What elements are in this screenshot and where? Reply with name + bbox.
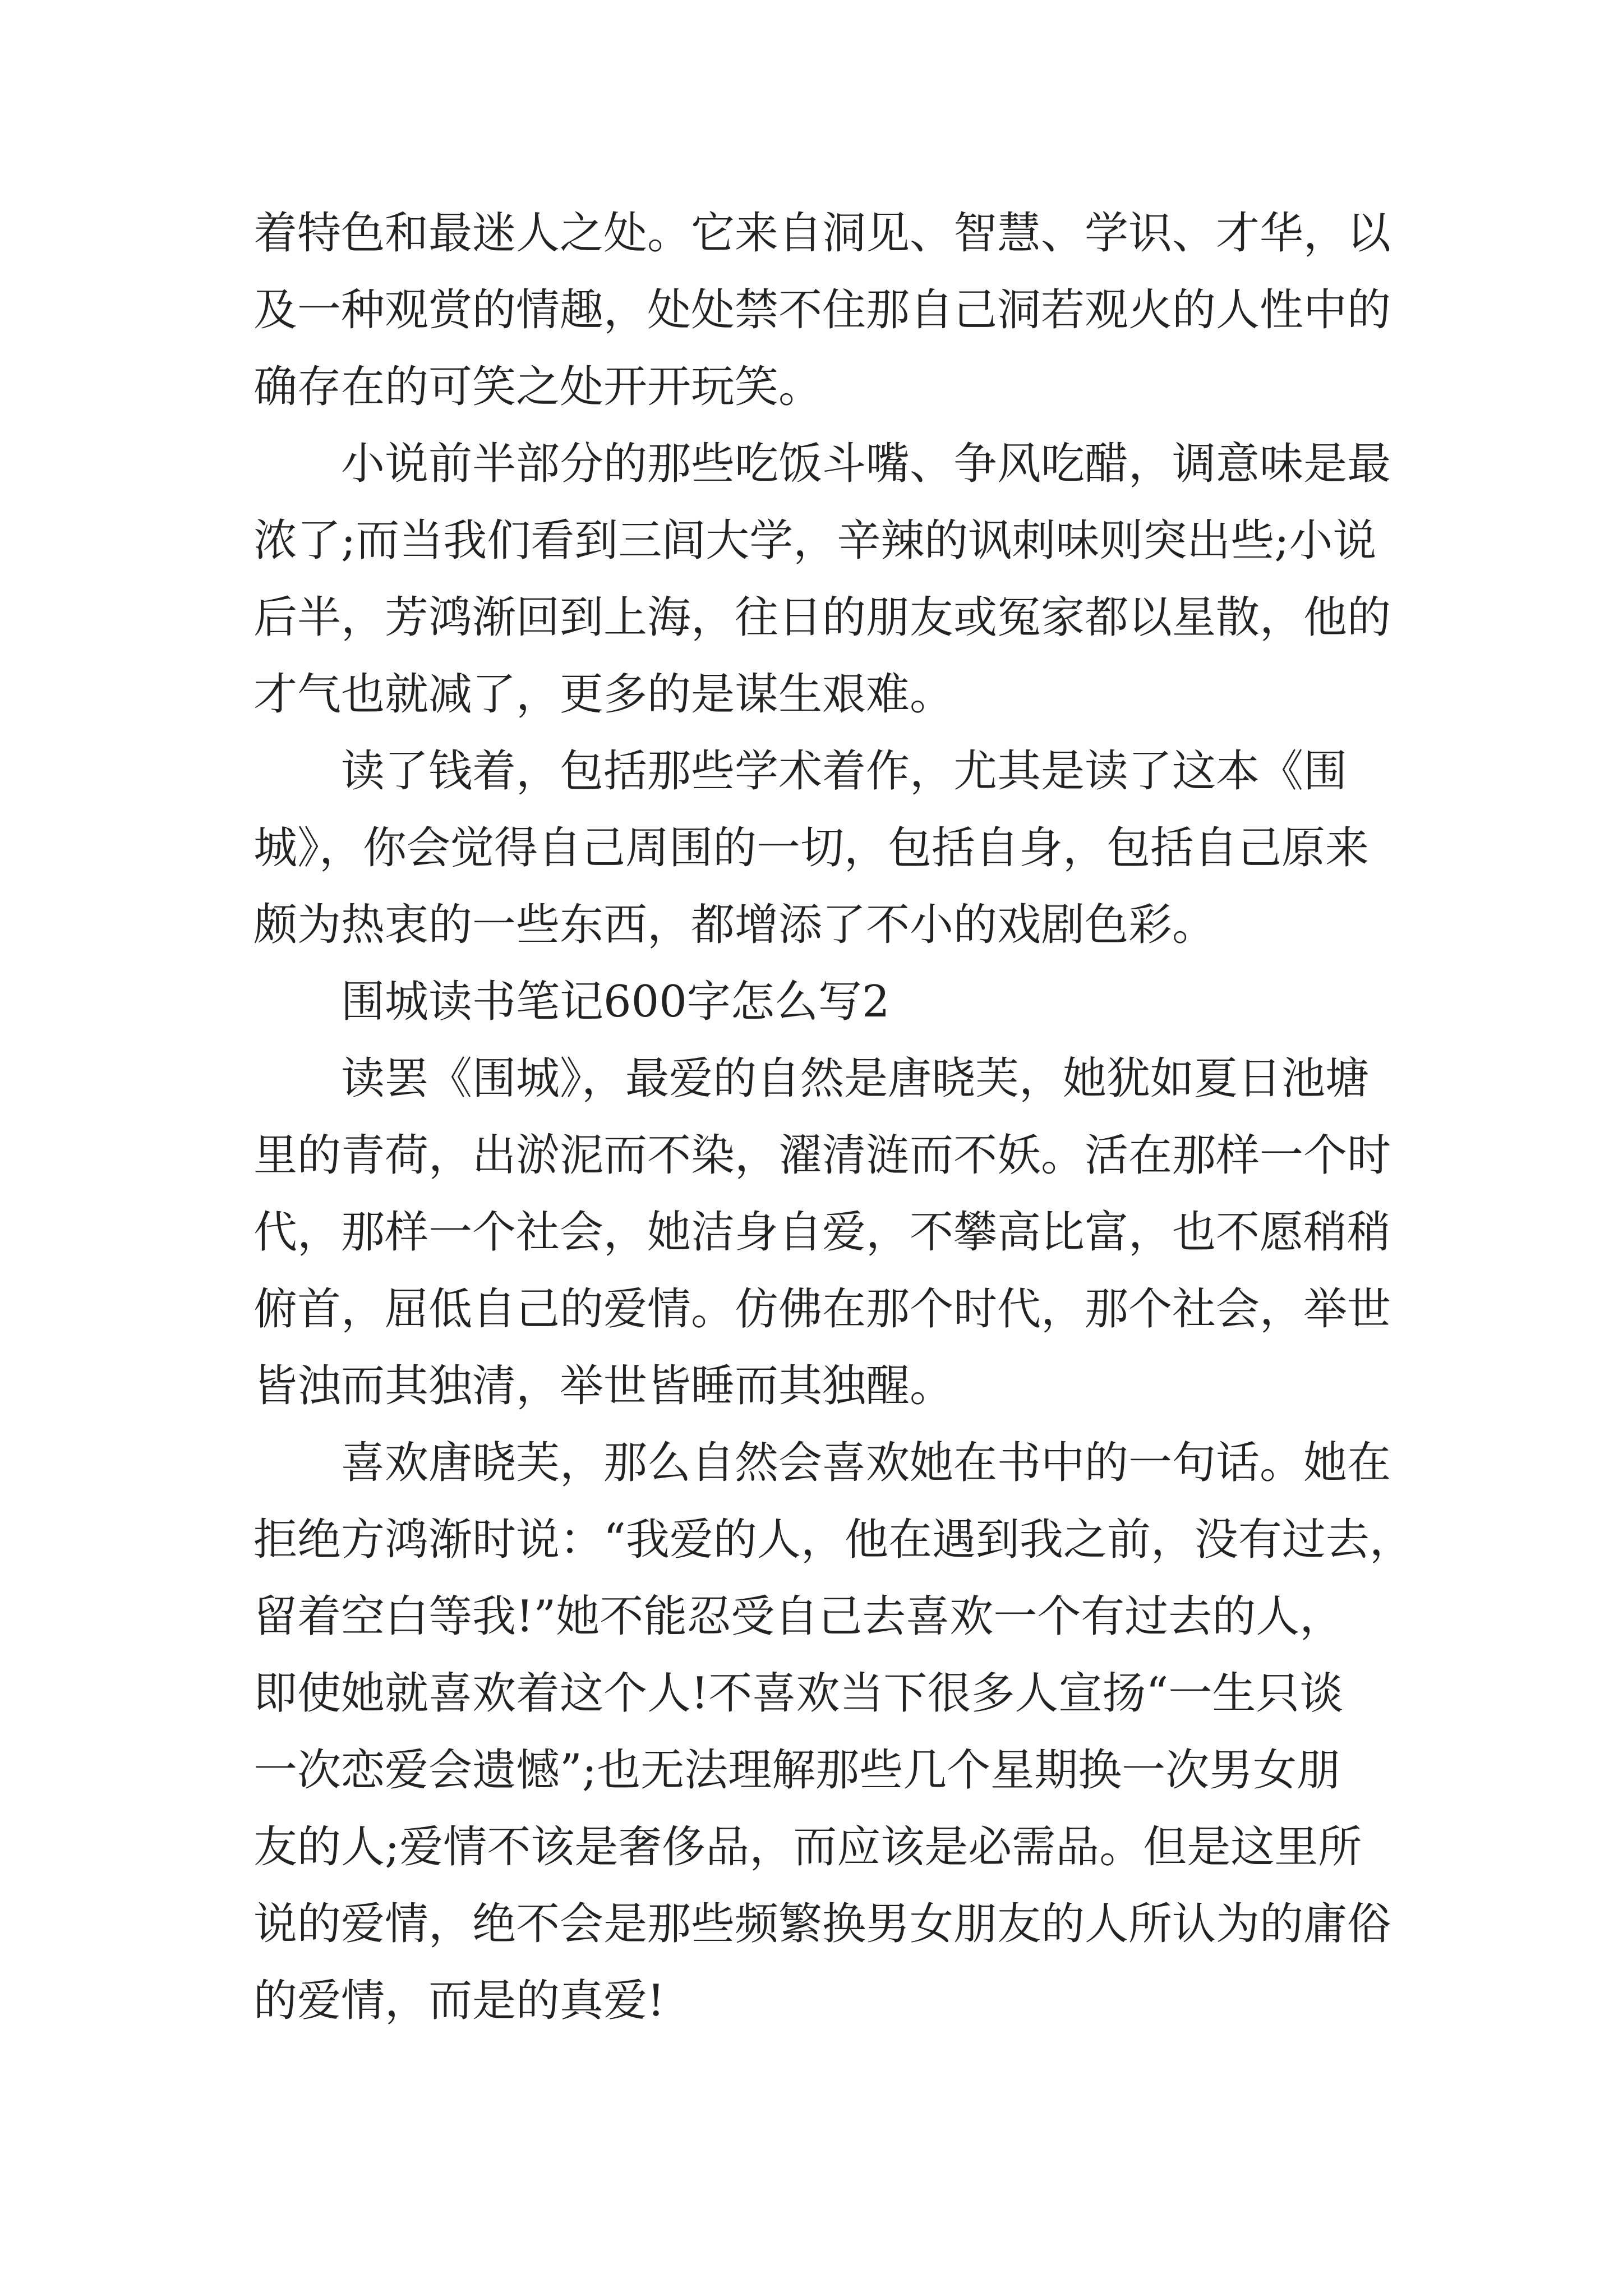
paragraph-5	[253, 1041, 1403, 1425]
text-line: 友的人;爱情不该是奢侈品，而应该是必需品。但是这里所	[253, 1822, 1362, 1872]
text-line: 城》，你会觉得自己周围的一切，包括自身，包括自己原来	[253, 823, 1370, 873]
text-line: 留着空白等我!”她不能忍受自己去喜欢一个有过去的人，	[253, 1591, 1344, 1642]
text-line: 拒绝方鸿渐时说：“我爱的人，他在遇到我之前，没有过去，	[253, 1515, 1413, 1565]
text-line: 喜欢唐晓芙，那么自然会喜欢她在书中的一句话。她在	[341, 1438, 1391, 1488]
paragraph-2	[253, 426, 1403, 733]
text-line: 读了钱着，包括那些学术着作，尤其是读了这本《围	[341, 746, 1348, 797]
text-line: 的爱情，而是的真爱!	[253, 1976, 665, 2026]
text-line: 及一种观赏的情趣，处处禁不住那自己洞若观火的人性中的	[253, 285, 1391, 335]
text-line: 颇为热衷的一些东西，都增添了不小的戏剧色彩。	[253, 900, 1216, 950]
text-line: 里的青荷，出淤泥而不染，濯清涟而不妖。活在那样一个时	[253, 1130, 1391, 1181]
text-line: 确存在的可笑之处开开玩笑。	[253, 362, 823, 412]
text-line: 浓了;而当我们看到三闾大学，辛辣的讽刺味则突出些;小说	[253, 516, 1377, 566]
document-body	[253, 195, 1413, 2040]
section-heading	[253, 964, 1403, 1041]
text-line: 代，那样一个社会，她洁身自爱，不攀高比富，也不愿稍稍	[253, 1207, 1391, 1258]
paragraph-1	[253, 195, 1403, 426]
text-line: 着特色和最迷人之处。它来自洞见、智慧、学识、才华，以	[253, 208, 1391, 259]
paragraph-6	[253, 1425, 1413, 2040]
text-line: 皆浊而其独清，举世皆睡而其独醒。	[253, 1361, 954, 1411]
text-line: 说的爱情，绝不会是那些频繁换男女朋友的人所认为的庸俗	[253, 1899, 1391, 1949]
text-line: 小说前半部分的那些吃饭斗嘴、争风吃醋，调意味是最	[341, 439, 1391, 489]
text-line: 才气也就减了，更多的是谋生艰难。	[253, 669, 954, 720]
text-line: 即使她就喜欢着这个人!不喜欢当下很多人宣扬“一生只谈	[253, 1668, 1344, 1719]
paragraph-3	[253, 733, 1403, 964]
text-line: 一次恋爱会遗憾”;也无法理解那些几个星期换一次男女朋	[253, 1745, 1341, 1796]
text-line: 后半，芳鸿渐回到上海，往日的朋友或冤家都以星散，他的	[253, 592, 1391, 643]
text-line: 读罢《围城》，最爱的自然是唐晓芙，她犹如夏日池塘	[341, 1053, 1370, 1104]
heading-line: 围城读书笔记600字怎么写2	[341, 977, 890, 1027]
text-line: 俯首，屈低自己的爱情。仿佛在那个时代，那个社会，举世	[253, 1284, 1391, 1335]
